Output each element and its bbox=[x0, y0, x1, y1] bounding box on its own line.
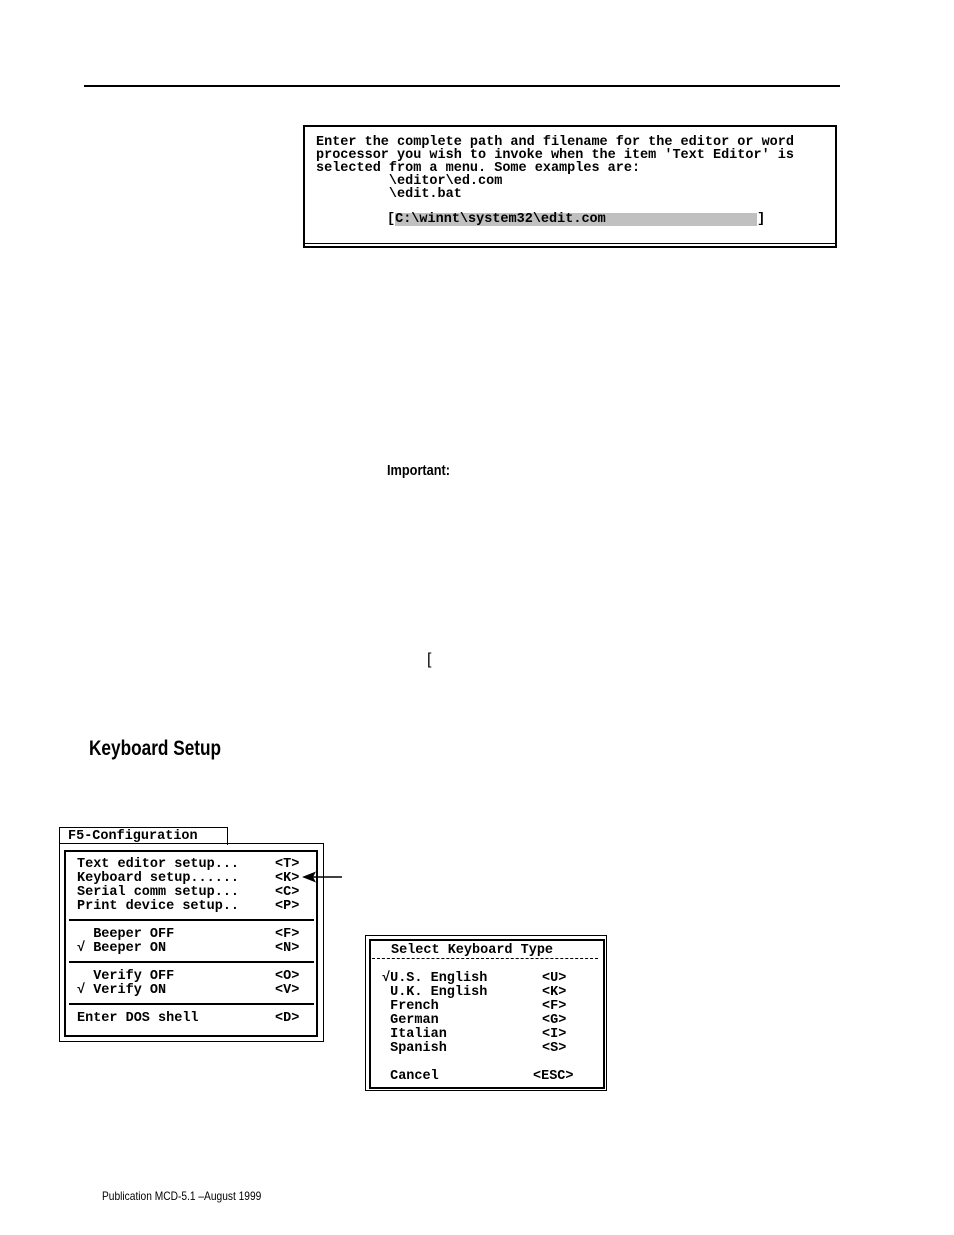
menu-item-label: Verify OFF bbox=[77, 969, 175, 984]
keyboard-option-label: German bbox=[382, 1013, 439, 1028]
keyboard-dialog-divider bbox=[372, 958, 598, 959]
menu-item-label: Beeper OFF bbox=[77, 927, 175, 942]
keyboard-option-hotkey: <ESC> bbox=[533, 1069, 574, 1084]
menu-item-hotkey: <N> bbox=[275, 941, 300, 956]
menu-item-hotkey: <O> bbox=[275, 969, 300, 984]
keyboard-option-hotkey: <U> bbox=[542, 971, 567, 986]
important-label: Important: bbox=[387, 462, 451, 479]
prompt-line-1: Enter the complete path and filename for the editor or word bbox=[316, 135, 794, 150]
menu-item-enter-dos-shell[interactable] bbox=[77, 1012, 307, 1051]
menu-item-hotkey: <K> bbox=[275, 871, 300, 886]
keyboard-cancel-button[interactable] bbox=[382, 1070, 582, 1109]
keyboard-option-label: √U.S. English bbox=[382, 971, 488, 986]
menu-item-label: Enter DOS shell bbox=[77, 1011, 199, 1026]
keyboard-option-label: Spanish bbox=[382, 1041, 447, 1056]
publication-footer: Publication MCD-5.1 –August 1999 bbox=[102, 1189, 262, 1203]
example-ed-com: \editor\ed.com bbox=[316, 174, 503, 189]
menu-item-hotkey: <V> bbox=[275, 983, 300, 998]
menu-item-label: √ Beeper ON bbox=[77, 941, 167, 956]
example-edit-bat: \edit.bat bbox=[316, 187, 462, 202]
field-close-bracket: ] bbox=[757, 212, 766, 227]
menu-item-label: Print device setup.. bbox=[77, 899, 240, 914]
keyboard-option-label: U.K. English bbox=[382, 985, 488, 1000]
keyboard-option-hotkey: <S> bbox=[542, 1041, 567, 1056]
menu-item-label: Text editor setup... bbox=[77, 857, 240, 872]
editor-path-value[interactable]: C:\winnt\system32\edit.com bbox=[395, 213, 757, 226]
menu-item-label: Keyboard setup...... bbox=[77, 871, 240, 886]
keyboard-option-label: Italian bbox=[382, 1027, 447, 1042]
keyboard-option-hotkey: <F> bbox=[542, 999, 567, 1014]
menu-item-label: Serial comm setup... bbox=[77, 885, 240, 900]
menu-divider bbox=[69, 1003, 314, 1005]
keyboard-option-hotkey: <G> bbox=[542, 1013, 567, 1028]
menu-item-hotkey: <T> bbox=[275, 857, 300, 872]
menu-item-hotkey: <C> bbox=[275, 885, 300, 900]
field-open-bracket: [ bbox=[387, 212, 396, 227]
keyboard-option-label: French bbox=[382, 999, 439, 1014]
keyboard-option-hotkey: <I> bbox=[542, 1027, 567, 1042]
prompt-line-3: selected from a menu. Some examples are: bbox=[316, 161, 641, 176]
menu-divider bbox=[69, 961, 314, 963]
prompt-line-2: processor you wish to invoke when the item 'Text Editor' is bbox=[316, 148, 794, 163]
pointer-arrow-icon bbox=[302, 870, 342, 884]
text-editor-prompt-box bbox=[303, 125, 837, 248]
f5-tab-label: F5-Configuration bbox=[68, 829, 198, 844]
editor-path-input[interactable] bbox=[387, 213, 765, 226]
keyboard-dialog-title: Select Keyboard Type bbox=[391, 943, 554, 958]
section-heading: Keyboard Setup bbox=[89, 737, 222, 760]
menu-divider bbox=[69, 919, 314, 921]
menu-item-hotkey: <P> bbox=[275, 899, 300, 914]
stray-bracket: [ bbox=[427, 651, 432, 668]
menu-item-label: √ Verify ON bbox=[77, 983, 167, 998]
header-rule bbox=[84, 85, 840, 87]
menu-item-hotkey: <F> bbox=[275, 927, 300, 942]
keyboard-option-hotkey: <K> bbox=[542, 985, 567, 1000]
menu-item-hotkey: <D> bbox=[275, 1011, 300, 1026]
keyboard-option-label: Cancel bbox=[382, 1069, 439, 1084]
